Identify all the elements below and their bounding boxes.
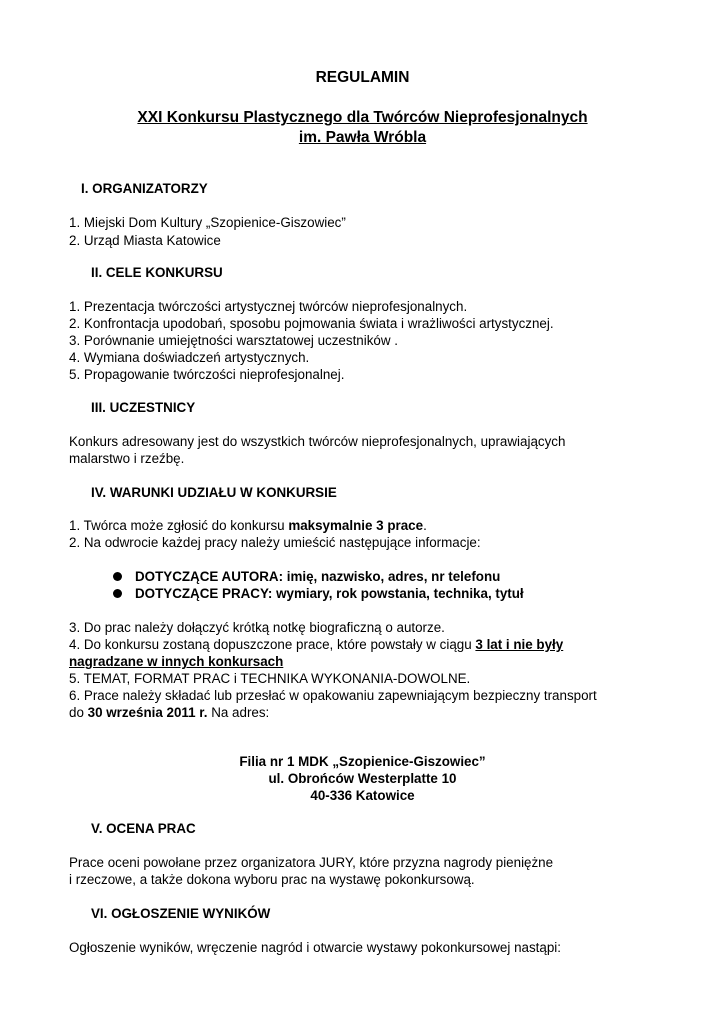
bullet-item-autor: DOTYCZĄCE AUTORA: imię, nazwisko, adres, nr telefonu bbox=[135, 569, 501, 584]
bullet-item-praca: DOTYCZĄCE PRACY: wymiary, rok powstania, technika, tytuł bbox=[135, 586, 524, 601]
item-emphasis: 3 lat i nie były bbox=[475, 637, 564, 652]
list-item: 5. Propagowanie twórczości nieprofesjonalnej. bbox=[69, 367, 345, 382]
list-item: 2. Urząd Miasta Katowice bbox=[69, 233, 221, 248]
list-item: 6. Prace należy składać lub przesłać w opakowaniu zapewniającym bezpieczny transport bbox=[69, 688, 597, 703]
section-heading-uczestnicy: III. UCZESTNICY bbox=[91, 400, 196, 415]
list-item-continuation bbox=[69, 704, 269, 721]
list-item: 5. TEMAT, FORMAT PRAC i TECHNIKA WYKONANIA-DOWOLNE. bbox=[69, 671, 471, 686]
document-title: REGULAMIN bbox=[315, 69, 410, 86]
document-subtitle-line2: im. Pawła Wróbla bbox=[298, 129, 427, 146]
item-emphasis: 30 września 2011 r. bbox=[87, 705, 208, 720]
paragraph-line: Prace oceni powołane przez organizatora JURY, które przyzna nagrody pieniężne bbox=[69, 855, 554, 870]
list-item: 3. Porównanie umiejętności warsztatowej uczestników . bbox=[69, 333, 398, 348]
paragraph-line: Konkurs adresowany jest do wszystkich twórców nieprofesjonalnych, uprawiających bbox=[69, 434, 566, 449]
document-subtitle-line1: XXI Konkursu Plastycznego dla Twórców Nieprofesjonalnych bbox=[137, 109, 588, 126]
paragraph-line: Ogłoszenie wyników, wręczenie nagród i otwarcie wystawy pokonkursowej nastąpi: bbox=[69, 940, 561, 955]
list-item bbox=[69, 517, 427, 534]
bullet-icon bbox=[113, 589, 122, 598]
item-text: 4. Do konkursu zostaną dopuszczone prace, które powstały w ciągu bbox=[69, 637, 476, 652]
address-line3: 40-336 Katowice bbox=[310, 788, 415, 803]
section-heading-cele: II. CELE KONKURSU bbox=[91, 265, 223, 280]
section-heading-ocena: V. OCENA PRAC bbox=[91, 821, 196, 836]
list-item: 2. Konfrontacja upodobań, sposobu pojmowania świata i wrażliwości artystycznej. bbox=[69, 316, 554, 331]
section-heading-ogloszenie: VI. OGŁOSZENIE WYNIKÓW bbox=[91, 906, 271, 921]
list-item-continuation: nagradzane w innych konkursach bbox=[69, 654, 284, 669]
paragraph-line: i rzeczowe, a także dokona wyboru prac na wystawę pokonkursową. bbox=[69, 872, 475, 887]
list-item: 4. Wymiana doświadczeń artystycznych. bbox=[69, 350, 310, 365]
list-item: 3. Do prac należy dołączyć krótką notkę biograficzną o autorze. bbox=[69, 620, 445, 635]
address-line2: ul. Obrońców Westerplatte 10 bbox=[268, 771, 457, 786]
list-item: 1. Miejski Dom Kultury „Szopienice-Giszowiec” bbox=[69, 215, 346, 230]
list-item: 2. Na odwrocie każdej pracy należy umieścić następujące informacje: bbox=[69, 535, 481, 550]
item-emphasis: maksymalnie 3 prace bbox=[288, 518, 424, 533]
list-item: 1. Prezentacja twórczości artystycznej twórców nieprofesjonalnych. bbox=[69, 299, 468, 314]
item-text: do bbox=[69, 705, 88, 720]
item-text: 1. Twórca może zgłosić do konkursu bbox=[69, 518, 289, 533]
item-text: Na adres: bbox=[207, 705, 270, 720]
section-heading-organizatorzy: I. ORGANIZATORZY bbox=[81, 181, 208, 196]
address-line1: Filia nr 1 MDK „Szopienice-Giszowiec” bbox=[239, 754, 486, 769]
list-item bbox=[69, 636, 563, 653]
paragraph-line: malarstwo i rzeźbę. bbox=[69, 451, 185, 466]
item-text: . bbox=[423, 518, 427, 533]
bullet-icon bbox=[113, 572, 122, 581]
section-heading-warunki: IV. WARUNKI UDZIAŁU W KONKURSIE bbox=[91, 485, 337, 500]
